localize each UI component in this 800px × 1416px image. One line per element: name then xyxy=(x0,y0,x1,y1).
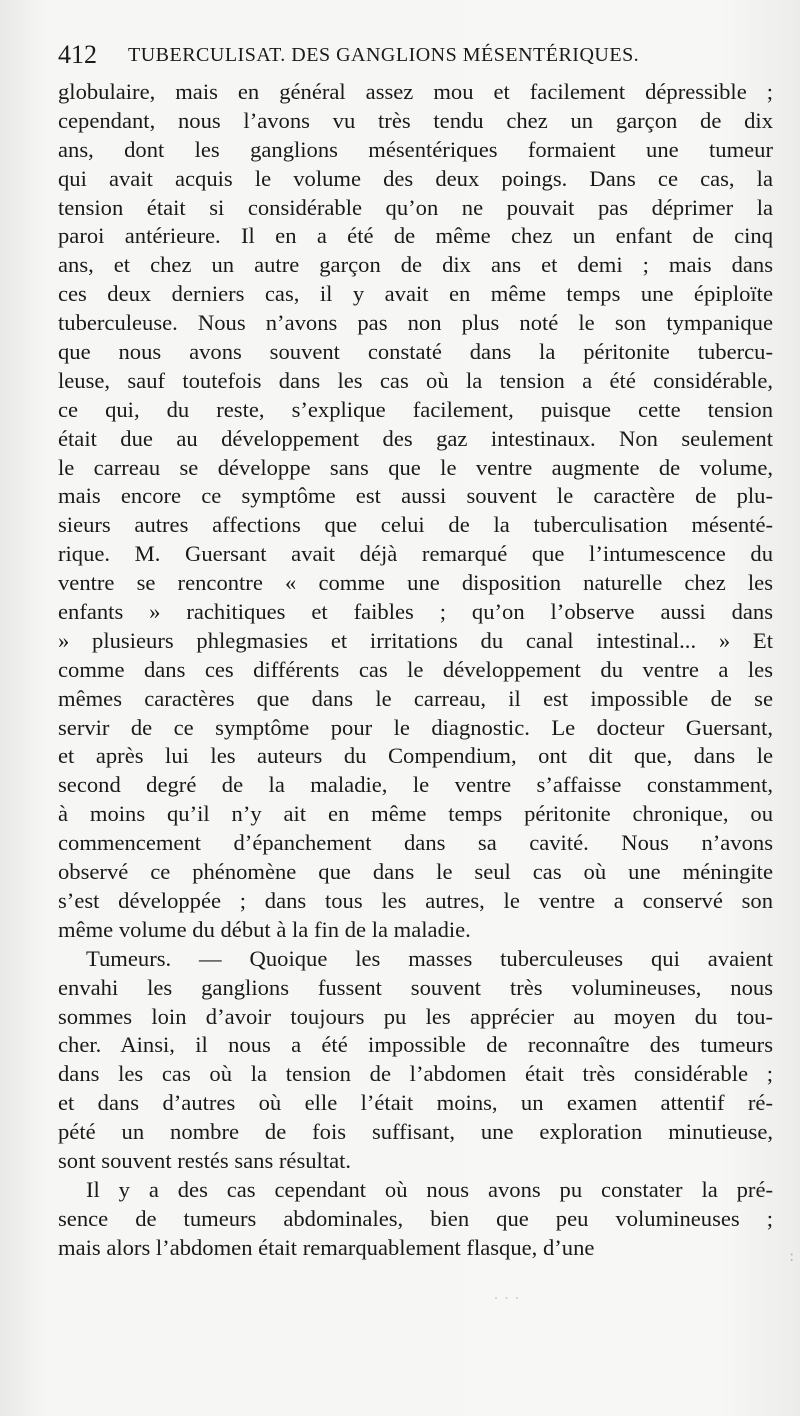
text-line: cher. Ainsi, il nous a été impossible de reconnaître des tumeurs xyxy=(58,1032,773,1058)
text-line: observé ce phénomène que dans le seul cas où une méningite xyxy=(58,859,773,885)
text-line: s’est développée ; dans tous les autres, le ventre a conservé son xyxy=(58,887,773,913)
bleed-through-text: · · · xyxy=(493,1288,520,1308)
text-line: second degré de la maladie, le ventre s’affaisse constamment, xyxy=(58,772,773,798)
text-line: commencement d’épanchement dans sa cavité. Nous n’avons xyxy=(58,830,773,856)
text-line: ans, et chez un autre garçon de dix ans et demi ; mais dans xyxy=(58,252,773,278)
margin-mark: : xyxy=(789,1248,794,1265)
text-line: globulaire, mais en général assez mou et facilement dépressible ; xyxy=(58,79,773,104)
text-line: » plusieurs phlegmasies et irritations du canal intestinal... » Et xyxy=(58,627,773,653)
text-line: ans, dont les ganglions mésentériques formaient une tumeur xyxy=(58,136,773,162)
text-line: mais encore ce symptôme est aussi souvent le caractère de plu- xyxy=(58,483,773,509)
text-line: même volume du début à la fin de la maladie. xyxy=(58,916,471,942)
text-line: sence de tumeurs abdominales, bien que peu volumineuses ; xyxy=(58,1205,773,1231)
text-line: sieurs autres affections que celui de la tuberculisation mésenté- xyxy=(58,512,773,538)
text-line: ce qui, du reste, s’explique facilement, puisque cette tension xyxy=(58,396,773,422)
text-line: sommes loin d’avoir toujours pu les apprécier au moyen du tou- xyxy=(58,1003,773,1029)
text-line: paroi antérieure. Il en a été de même chez un enfant de cinq xyxy=(58,223,773,249)
text-line: tuberculeuse. Nous n’avons pas non plus noté le son tympanique xyxy=(58,310,773,336)
text-line: leuse, sauf toutefois dans les cas où la tension a été considérable, xyxy=(58,367,773,393)
body-text xyxy=(58,78,773,1263)
text-line: servir de ce symptôme pour le diagnostic. Le docteur Guersant, xyxy=(58,714,773,740)
text-line: envahi les ganglions fussent souvent très volumineuses, nous xyxy=(58,974,773,1000)
text-line: tension était si considérable qu’on ne pouvait pas déprimer la xyxy=(58,194,773,220)
text-line: rique. M. Guersant avait déjà remarqué que l’intumescence du xyxy=(58,541,773,567)
text-line: était due au développement des gaz intestinaux. Non seulement xyxy=(58,425,773,451)
text-line: et après lui les auteurs du Compendium, ont dit que, dans le xyxy=(58,743,773,769)
text-line: le carreau se développe sans que le ventre augmente de volume, xyxy=(58,454,773,480)
text-line: comme dans ces différents cas le développement du ventre a les xyxy=(58,656,773,682)
text-line: ventre se rencontre « comme une disposition naturelle chez les xyxy=(58,570,773,596)
text-line: pété un nombre de fois suffisant, une exploration minutieuse, xyxy=(58,1119,773,1145)
text-line: dans les cas où la tension de l’abdomen était très considérable ; xyxy=(58,1061,773,1087)
text-line: cependant, nous l’avons vu très tendu chez un garçon de dix xyxy=(58,107,773,133)
text-line: à moins qu’il n’y ait en même temps péritonite chronique, ou xyxy=(58,801,773,827)
text-line: sont souvent restés sans résultat. xyxy=(58,1147,352,1173)
text-line: enfants » rachitiques et faibles ; qu’on l’observe aussi dans xyxy=(58,599,773,625)
text-line: Il y a des cas cependant où nous avons pu constater la pré- xyxy=(86,1176,773,1202)
running-title: TUBERCULISAT. DES GANGLIONS MÉSENTÉRIQUES. xyxy=(128,44,640,66)
text-line: et dans d’autres où elle l’était moins, un examen attentif ré- xyxy=(58,1090,773,1116)
text-line: que nous avons souvent constaté dans la péritonite tubercu- xyxy=(58,339,773,365)
page-number: 412 xyxy=(58,40,97,69)
text-line: ces deux derniers cas, il y avait en même temps une épiploïte xyxy=(58,281,773,307)
text-line: mais alors l’abdomen était remarquablement flasque, d’une xyxy=(58,1234,595,1260)
text-line: Tumeurs. — Quoique les masses tuberculeuses qui avaient xyxy=(86,945,773,971)
text-line: qui avait acquis le volume des deux poings. Dans ce cas, la xyxy=(58,165,773,191)
page-header xyxy=(58,40,748,72)
text-line: mêmes caractères que dans le carreau, il est impossible de se xyxy=(58,685,773,711)
